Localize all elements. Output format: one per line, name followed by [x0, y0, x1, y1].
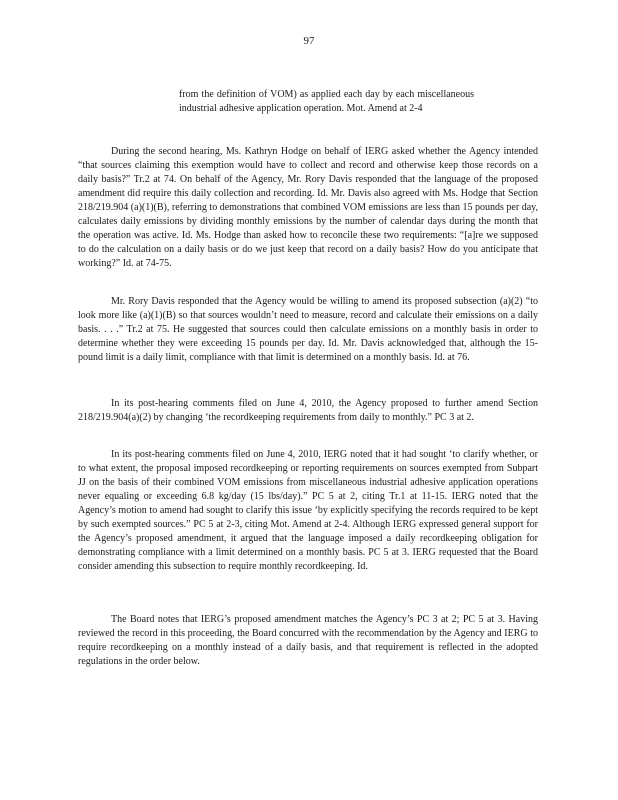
- paragraph-second-hearing: During the second hearing, Ms. Kathryn Hodge on behalf of IERG asked whether the Agency intended “that sources claiming this exemption would have to collect and record and otherwise keep those records on a daily basis?” Tr.2 at 74. On behalf of the Agency, Mr. Rory Davis responded that the language of the proposed amendment did require this daily collection and recording. Id. Mr. Davis also agreed with Ms. Hodge that Section 218/219.904 (a)(1)(B), referring to demonstrations that combined VOM emissions are less than 15 pounds per day, calculates daily emissions by dividing monthly emissions by the number of calendar days during the month that the operation was active. Id. Ms. Hodge than asked how to reconcile these two requirements: “[a]re we supposed to do the calculation on a daily basis or do we just keep that record on a daily basis? How do you anticipate that working?” Id. at 74-75.: [78, 146, 538, 269]
- block-quote: from the definition of VOM) as applied each day by each miscellaneous industrial adhesive application operation. Mot. Amend at 2-4: [179, 89, 474, 114]
- paragraph-ierg-comments: In its post-hearing comments filed on June 4, 2010, IERG noted that it had sought ‘to clarify whether, or to what extent, the proposal imposed recordkeeping or reporting requirements on sources exempted from Subpart JJ on the basis of their combined VOM emissions from miscellaneous industrial adhesive application operations never equaling or exceeding 6.8 kg/day (15 lbs/day).” PC 5 at 2, citing Tr.1 at 11-15. IERG noted that the Agency’s motion to amend had sought to clarify this issue ‘by explicitly specifying the records required to be kept by such exempted sources.” PC 5 at 2-3, citing Mot. Amend at 2-4. Although IERG expressed general support for the Agency’s proposed amendment, it argued that the language imposed a daily recordkeeping obligation for demonstrating compliance with a limit determined on a monthly basis. PC 5 at 3. IERG requested that the Board consider amending this subsection to require monthly recordkeeping. Id.: [78, 449, 538, 572]
- paragraph-davis-response: Mr. Rory Davis responded that the Agency would be willing to amend its proposed subsection (a)(2) “to look more like (a)(1)(B) so that sources wouldn’t need to measure, record and calculate their emissions on a daily basis. . . .” Tr.2 at 75. He suggested that sources could then calculate emissions on a monthly basis in order to determine whether they were exceeding 15 pounds per day. Id. Mr. Davis acknowledged that, although the 15-pound limit is a daily limit, compliance with that limit is determined on a monthly basis. Id. at 76.: [78, 296, 538, 363]
- page-number: 97: [303, 35, 315, 47]
- paragraph-board-notes: The Board notes that IERG’s proposed amendment matches the Agency’s PC 3 at 2; PC 5 at 3. Having reviewed the record in this proceeding, the Board concurred with the recommendation by the Agency and IERG to require recordkeeping on a monthly instead of a daily basis, and that requirement is reflected in the adopted regulations in the order below.: [78, 614, 538, 667]
- paragraph-agency-comments: In its post-hearing comments filed on June 4, 2010, the Agency proposed to further amend Section 218/219.904(a)(2) by changing ‘the recordkeeping requirements from daily to monthly.” PC 3 at 2.: [78, 398, 538, 423]
